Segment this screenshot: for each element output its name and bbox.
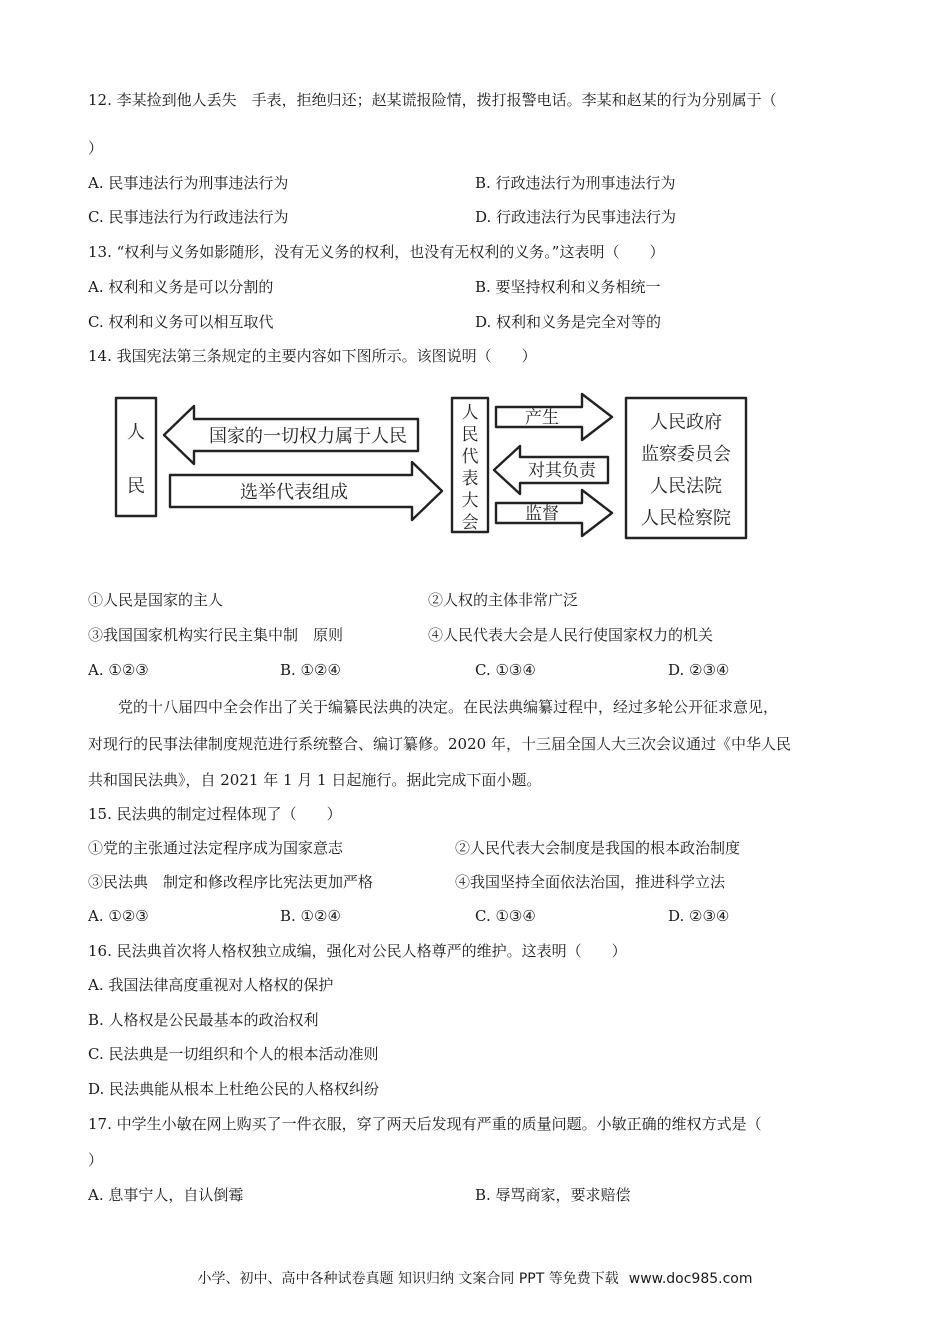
q14-option-d: D. ②③④ <box>668 661 730 679</box>
q15-statement-1: ①党的主张通过法定程序成为国家意志 <box>88 839 344 857</box>
congress-char-1: 人 <box>461 403 479 423</box>
congress-char-4: 表 <box>461 469 479 489</box>
q13-option-c: C. 权利和义务可以相互取代 <box>88 313 274 331</box>
people-box <box>116 398 156 516</box>
people-char-2: 民 <box>127 476 145 497</box>
q16-option-b: B. 人格权是公民最基本的政治权利 <box>88 1011 319 1029</box>
q14-option-a: A. ①②③ <box>88 661 149 679</box>
constitution-article3-diagram <box>112 390 752 545</box>
congress-char-2: 民 <box>461 425 479 445</box>
q16-option-a: A. 我国法律高度重视对人格权的保护 <box>88 976 334 994</box>
q17-option-b: B. 辱骂商家，要求赔偿 <box>475 1186 631 1204</box>
q14-stem: 14. 我国宪法第三条规定的主要内容如下图所示。该图说明（ ） <box>88 347 537 365</box>
label-power-belongs: 国家的一切权力属于人民 <box>209 426 407 447</box>
q12-option-c: C. 民事违法行为行政违法行为 <box>88 208 289 226</box>
q15-option-d: D. ②③④ <box>668 907 730 925</box>
label-responsible: 对其负责 <box>528 461 596 481</box>
label-supervise: 监督 <box>525 504 559 524</box>
q14-statement-1: ①人民是国家的主人 <box>88 591 224 609</box>
q15-statement-3: ③民法典 制定和修改程序比宪法更加严格 <box>88 873 374 891</box>
q17-stem-line1: 17. 中学生小敏在网上购买了一件衣服，穿了两天后发现有严重的质量问题。小敏正确的维权方式是（ <box>88 1115 762 1133</box>
organ-government: 人民政府 <box>650 412 722 433</box>
q13-stem: 13. “权利与义务如影随形，没有无义务的权利，也没有无权利的义务。”这表明（ ） <box>88 243 665 261</box>
passage-line1: 党的十八届四中全会作出了关于编纂民法典的决定。在民法典编纂过程中，经过多轮公开征求意见， <box>118 698 779 716</box>
q15-option-b: B. ①②④ <box>280 907 341 925</box>
q15-statement-2: ②人民代表大会制度是我国的根本政治制度 <box>455 839 741 857</box>
label-produce: 产生 <box>525 408 559 428</box>
q13-option-b: B. 要坚持权利和义务相统一 <box>475 278 661 296</box>
q14-statement-3: ③我国国家机构实行民主集中制 原则 <box>88 626 344 644</box>
passage-line3: 共和国民法典》，自 2021 年 1 月 1 日起施行。据此完成下面小题。 <box>88 771 542 789</box>
organ-procuratorate: 人民检察院 <box>641 508 731 529</box>
q15-option-a: A. ①②③ <box>88 907 149 925</box>
q12-option-d: D. 行政违法行为民事违法行为 <box>475 208 677 226</box>
q14-statement-4: ④人民代表大会是人民行使国家权力的机关 <box>428 626 714 644</box>
label-elect: 选举代表组成 <box>240 482 348 503</box>
q15-option-c: C. ①③④ <box>475 907 536 925</box>
q12-stem-line1: 12. 李某捡到他人丢失 手表，拒绝归还；赵某谎报险情，拨打报警电话。李某和赵某的行为分别属于（ <box>88 91 777 109</box>
organ-court: 人民法院 <box>650 476 722 497</box>
q14-option-b: B. ①②④ <box>280 661 341 679</box>
q15-stem: 15. 民法典的制定过程体现了（ ） <box>88 805 342 823</box>
q17-stem-line2: ） <box>88 1151 104 1169</box>
q14-statement-2: ②人权的主体非常广泛 <box>428 591 579 609</box>
q12-option-a: A. 民事违法行为刑事违法行为 <box>88 174 289 192</box>
page-footer <box>0 1268 950 1288</box>
q12-stem-line2: ） <box>88 139 104 157</box>
congress-char-3: 代 <box>461 447 479 467</box>
q13-option-d: D. 权利和义务是完全对等的 <box>475 313 662 331</box>
q15-statement-4: ④我国坚持全面依法治国，推进科学立法 <box>455 873 726 891</box>
footer-site-link[interactable]: www.doc985.com <box>628 1271 753 1287</box>
people-char-1: 人 <box>127 422 145 443</box>
q16-option-c: C. 民法典是一切组织和个人的根本活动准则 <box>88 1045 379 1063</box>
passage-line2: 对现行的民事法律制度规范进行系统整合、编订纂修。2020 年，十三届全国人大三次会议通过《中华人民 <box>88 735 791 753</box>
q13-option-a: A. 权利和义务是可以分割的 <box>88 278 274 296</box>
q16-option-d: D. 民法典能从根本上杜绝公民的人格权纠纷 <box>88 1080 380 1098</box>
q17-option-a: A. 息事宁人，自认倒霉 <box>88 1186 244 1204</box>
congress-char-6: 会 <box>461 513 479 533</box>
footer-text: 小学、初中、高中各种试卷真题 知识归纳 文案合同 PPT 等免费下载 <box>197 1271 619 1287</box>
q16-stem: 16. 民法典首次将人格权独立成编，强化对公民人格尊严的维护。这表明（ ） <box>88 942 627 960</box>
organ-supervision-commission: 监察委员会 <box>641 444 731 465</box>
q14-option-c: C. ①③④ <box>475 661 536 679</box>
q12-option-b: B. 行政违法行为刑事违法行为 <box>475 174 676 192</box>
congress-char-5: 大 <box>461 491 479 511</box>
